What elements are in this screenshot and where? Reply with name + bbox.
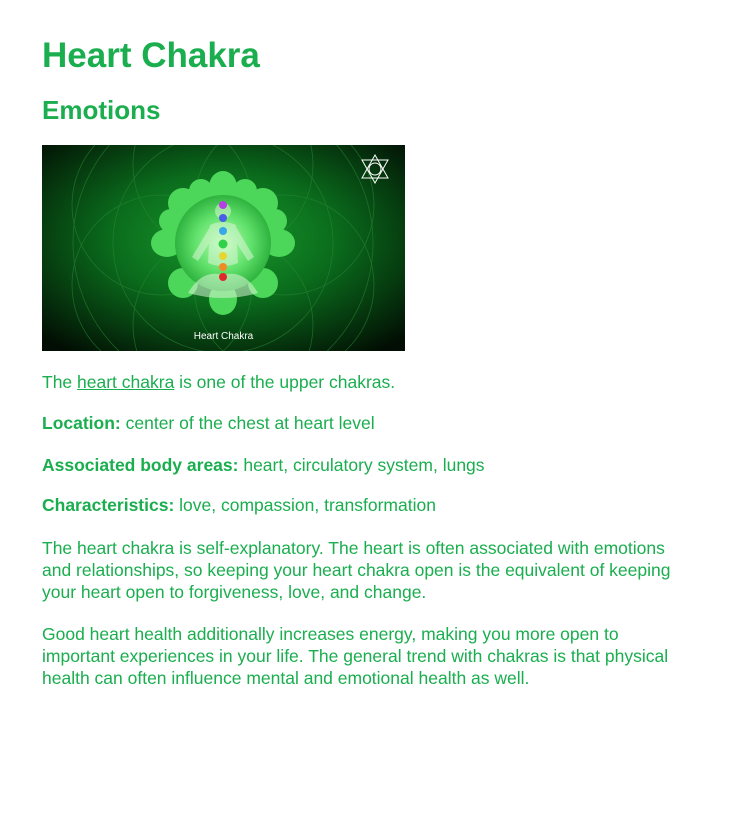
chakra-illustration xyxy=(42,145,405,351)
heart-chakra-link[interactable]: heart chakra xyxy=(77,372,175,392)
body-areas-label: Associated body areas: xyxy=(42,455,239,475)
section-heading: Emotions xyxy=(42,95,161,125)
intro-text-before: The xyxy=(42,372,78,392)
location-value: center of the chest at heart level xyxy=(120,413,375,433)
intro-text-after: is one of the upper chakras. xyxy=(174,372,396,392)
intro-paragraph xyxy=(42,371,692,393)
image-caption: Heart Chakra xyxy=(193,331,254,342)
characteristics-line xyxy=(42,494,692,516)
body-areas-value: heart, circulatory system, lungs xyxy=(238,455,485,475)
characteristics-value: love, compassion, transformation xyxy=(174,495,436,515)
characteristics-label: Characteristics: xyxy=(42,495,175,515)
page-title: Heart Chakra xyxy=(42,36,260,75)
paragraph-heart-health: Good heart health additionally increases energy, making you more open to important experiences in your life. The general trend with chakras is that physical health can often influence mental and emotional health as well. xyxy=(42,624,669,688)
location-line xyxy=(42,412,692,434)
body-areas-line xyxy=(42,454,692,476)
heart-chakra-image xyxy=(42,145,405,351)
location-label: Location: xyxy=(42,413,121,433)
paragraph-self-explanatory: The heart chakra is self-explanatory. The heart is often associated with emotions and relationships, so keeping your heart chakra open is the equivalent of keeping your heart open to forgiveness, love, and change. xyxy=(42,538,671,602)
